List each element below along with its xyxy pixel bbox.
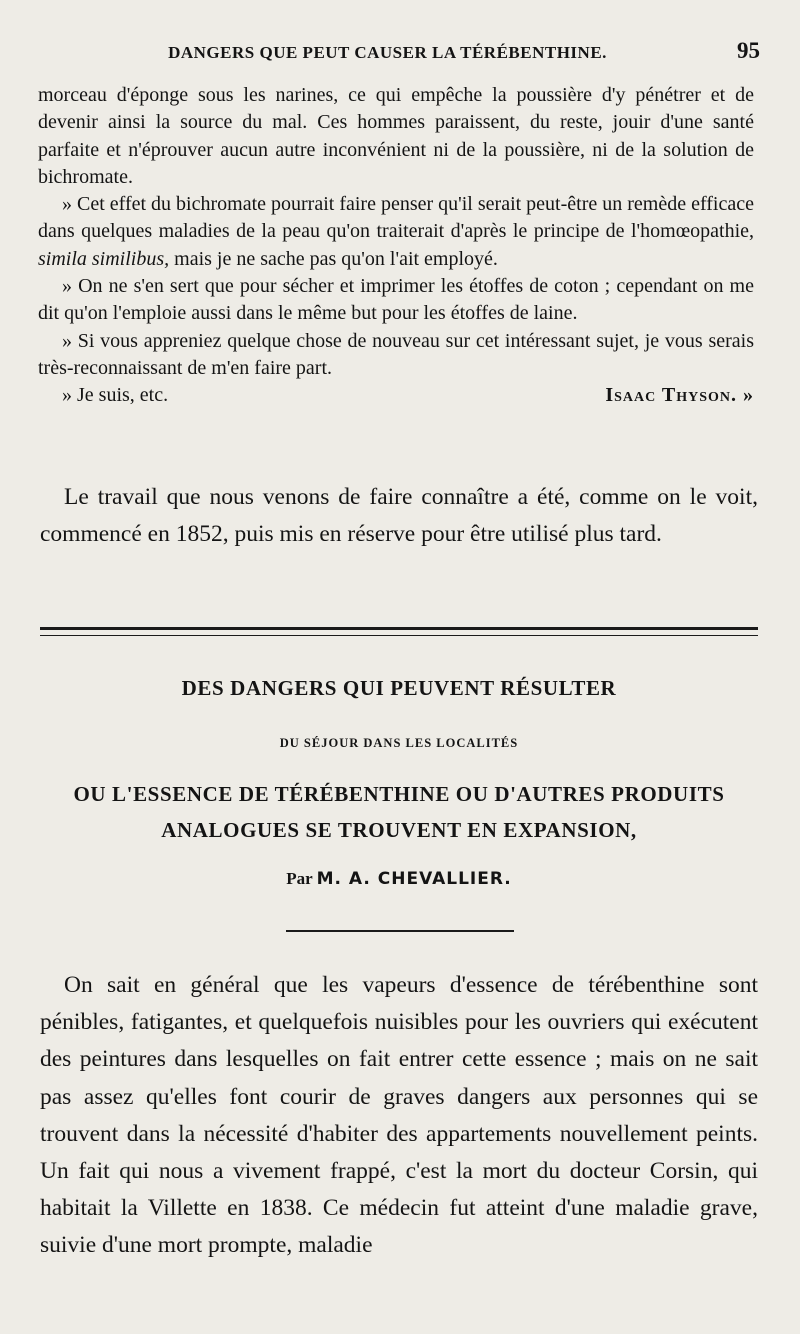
letter-closing bbox=[38, 382, 754, 409]
byline-author: M. A. CHEVALLIER. bbox=[316, 869, 512, 889]
closing-row bbox=[38, 382, 754, 409]
conclusion-paragraph: Le travail que nous venons de faire connaître a été, comme on le voit, commencé en 1852, puis mis en réserve pour être utilisé plus tard. bbox=[40, 484, 758, 548]
letter-paragraph-2-start: » Cet effet du bichromate pourrait faire penser qu'il serait peut-être un remède efficace dans quelques maladies de la peau qu'on traiterait d'après le principe de l'homœopathie, bbox=[38, 193, 754, 243]
article-byline bbox=[40, 869, 758, 889]
section-divider bbox=[40, 627, 758, 636]
page-number: 95 bbox=[737, 38, 760, 63]
article-title-line-3: OU L'ESSENCE DE TÉRÉBENTHINE OU D'AUTRES PRODUITS ANALOGUES SE TROUVENT EN EXPANSION, bbox=[73, 782, 725, 842]
closing-formula: » Je suis, etc. bbox=[62, 384, 169, 407]
article-body bbox=[40, 967, 758, 1265]
letter-paragraph-4: » Si vous appreniez quelque chose de nouveau sur cet intéressant sujet, je vous serais très-reconnaissant de m'en faire part. bbox=[38, 329, 754, 379]
running-head-title: DANGERS QUE PEUT CAUSER LA TÉRÉBENTHINE. bbox=[168, 43, 607, 62]
letter-paragraph-2-end: mais je ne sache pas qu'on l'ait employé. bbox=[174, 247, 498, 270]
byline-prefix: Par bbox=[286, 869, 313, 888]
title-underline bbox=[286, 930, 514, 932]
letter-paragraph-2 bbox=[38, 191, 754, 273]
article-title-line-2: DU SÉJOUR DANS LES LOCALITÉS bbox=[279, 736, 519, 750]
letter-paragraph-1: morceau d'éponge sous les narines, ce qui empêche la poussière d'y pénétrer et de devenir ainsi la source du mal. Ces hommes paraissent, du reste, jouir d'une santé parfaite et n'éprouver aucun autre inconvénient ni de la poussière, ni de la solution de bichromate. bbox=[38, 84, 754, 188]
signature: Isaac Thyson. » bbox=[605, 384, 754, 407]
letter-paragraph-3: » On ne s'en sert que pour sécher et imprimer les étoffes de coton ; cependant on me dit qu'on l'emploie aussi dans le même but pour les étoffes de laine. bbox=[38, 275, 754, 325]
article-body-paragraph: On sait en général que les vapeurs d'essence de térébenthine sont pénibles, fatigantes, et quelquefois nuisibles pour les ouvriers qui exécutent des peintures dans lesquelles on fait entrer cette essence ; mais on ne sait pas assez qu'elles font courir de graves dangers aux personnes qui se trouvent dans la nécessité d'habiter des appartements nouvellement peints. Un fait qui nous a vivement frappé, c'est la mort du docteur Corsin, qui habitait la Villette en 1838. Ce médecin fut atteint d'une maladie grave, suivie d'une mort prompte, maladie bbox=[40, 972, 758, 1259]
running-head bbox=[38, 38, 760, 66]
letter-text bbox=[38, 82, 754, 410]
latin-phrase: simila similibus, bbox=[38, 247, 170, 270]
article-title-line-1: DES DANGERS QUI PEUVENT RÉSULTER bbox=[181, 676, 617, 700]
conclusion-text bbox=[40, 479, 758, 553]
